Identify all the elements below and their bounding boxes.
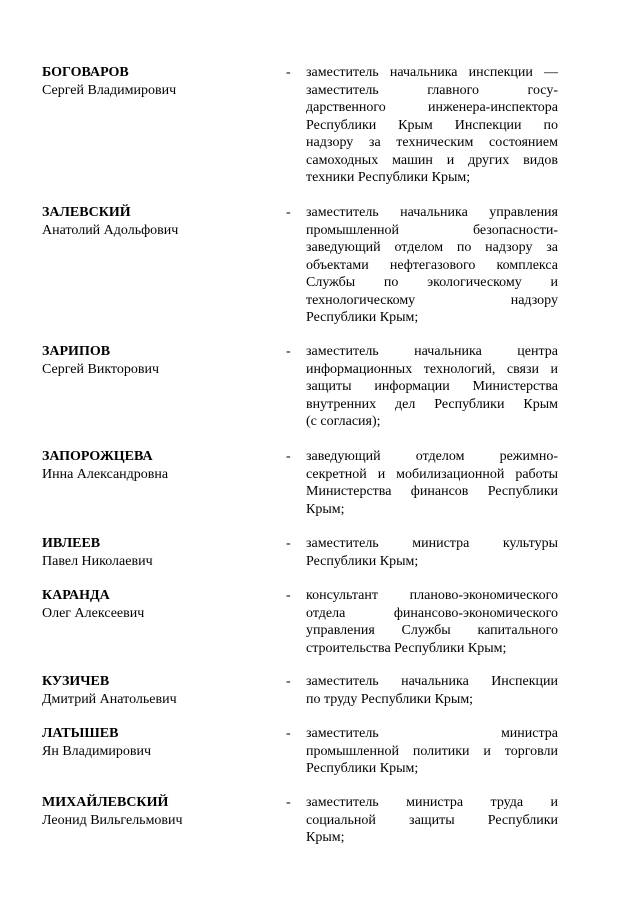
- description-line: отдела финансово-экономического: [306, 605, 558, 621]
- description-line: консультант планово-экономического: [306, 588, 558, 603]
- description-line: Крым;: [306, 501, 345, 517]
- position-description: [306, 204, 558, 327]
- dash: -: [286, 536, 291, 551]
- position-description: [306, 794, 558, 847]
- description-line: самоходных машин и других видов: [306, 152, 558, 168]
- description-line: объектами нефтегазового комплекса: [306, 257, 558, 273]
- dash: -: [286, 588, 291, 603]
- description-line: Министерства финансов Республики: [306, 484, 558, 499]
- dash: -: [286, 674, 291, 689]
- given-name: Сергей Викторович: [42, 362, 160, 377]
- surname: БОГОВАРОВ: [42, 65, 129, 80]
- position-description: [306, 725, 558, 778]
- given-name: Павел Николаевич: [42, 554, 153, 569]
- description-line: социальной защиты Республики: [306, 812, 558, 828]
- surname: МИХАЙЛЕВСКИЙ: [42, 795, 169, 810]
- description-line: заведующий отделом режимно-: [306, 449, 558, 464]
- position-description: [306, 673, 558, 708]
- description-line: Республики Крым;: [306, 553, 419, 569]
- person-name: [42, 673, 282, 709]
- person-name: [42, 343, 282, 379]
- description-line: дарственного инженера-инспектора: [306, 100, 558, 115]
- dash: -: [286, 795, 291, 810]
- person-name: [42, 794, 282, 830]
- given-name: Ян Владимирович: [42, 744, 151, 759]
- person-name: [42, 448, 282, 484]
- description-line: технологическому надзору: [306, 292, 558, 308]
- description-line: информационных технологий, связи и: [306, 361, 558, 377]
- position-description: [306, 535, 558, 570]
- description-line: (с согласия);: [306, 414, 381, 429]
- description-line: заместитель главного госу-: [306, 82, 558, 98]
- position-description: [306, 64, 558, 187]
- description-line: заведующий отделом по надзору за: [306, 240, 558, 255]
- description-line: строительства Республики Крым;: [306, 640, 507, 656]
- surname: ЗАЛЕВСКИЙ: [42, 205, 131, 220]
- surname: ЗАРИПОВ: [42, 344, 111, 359]
- description-line: заместитель начальника центра: [306, 344, 558, 359]
- position-description: [306, 587, 558, 657]
- dash: -: [286, 205, 291, 220]
- description-line: Республики Крым Инспекции по: [306, 117, 558, 133]
- person-name: [42, 535, 282, 571]
- description-line: техники Республики Крым;: [306, 170, 471, 185]
- person-name: [42, 204, 282, 240]
- given-name: Инна Александровна: [42, 467, 169, 482]
- description-line: Службы по экологическому и: [306, 275, 558, 290]
- description-line: надзору за техническим состоянием: [306, 135, 558, 150]
- position-description: [306, 343, 558, 431]
- given-name: Анатолий Адольфович: [42, 223, 179, 238]
- dash: -: [286, 449, 291, 464]
- description-line: заместитель начальника Инспекции: [306, 674, 558, 689]
- person-name: [42, 64, 282, 100]
- person-name: [42, 725, 282, 761]
- dash: -: [286, 65, 291, 80]
- description-line: Крым;: [306, 830, 345, 845]
- description-line: внутренних дел Республики Крым: [306, 396, 558, 412]
- description-line: заместитель министра труда и: [306, 795, 558, 810]
- person-name: [42, 587, 282, 623]
- description-line: управления Службы капитального: [306, 623, 558, 638]
- surname: ИВЛЕЕВ: [42, 536, 101, 551]
- position-description: [306, 448, 558, 518]
- description-line: заместитель начальника управления: [306, 205, 558, 220]
- description-line: Республики Крым;: [306, 310, 419, 325]
- description-line: заместитель начальника инспекции —: [306, 65, 558, 80]
- description-line: по труду Республики Крым;: [306, 691, 474, 707]
- description-line: заместитель министра: [306, 726, 558, 741]
- surname: ЗАПОРОЖЦЕВА: [42, 449, 153, 464]
- description-line: защиты информации Министерства: [306, 379, 558, 394]
- description-line: Республики Крым;: [306, 761, 419, 776]
- dash: -: [286, 344, 291, 359]
- description-line: промышленной безопасности-: [306, 222, 558, 238]
- description-line: заместитель министра культуры: [306, 536, 558, 551]
- given-name: Дмитрий Анатольевич: [42, 692, 177, 707]
- surname: КУЗИЧЕВ: [42, 674, 110, 689]
- description-line: промышленной политики и торговли: [306, 743, 558, 759]
- surname: ЛАТЫШЕВ: [42, 726, 119, 741]
- given-name: Сергей Владимирович: [42, 83, 177, 98]
- given-name: Олег Алексеевич: [42, 606, 145, 621]
- dash: -: [286, 726, 291, 741]
- surname: КАРАНДА: [42, 588, 110, 603]
- given-name: Леонид Вильгельмович: [42, 813, 183, 828]
- description-line: секретной и мобилизационной работы: [306, 466, 558, 482]
